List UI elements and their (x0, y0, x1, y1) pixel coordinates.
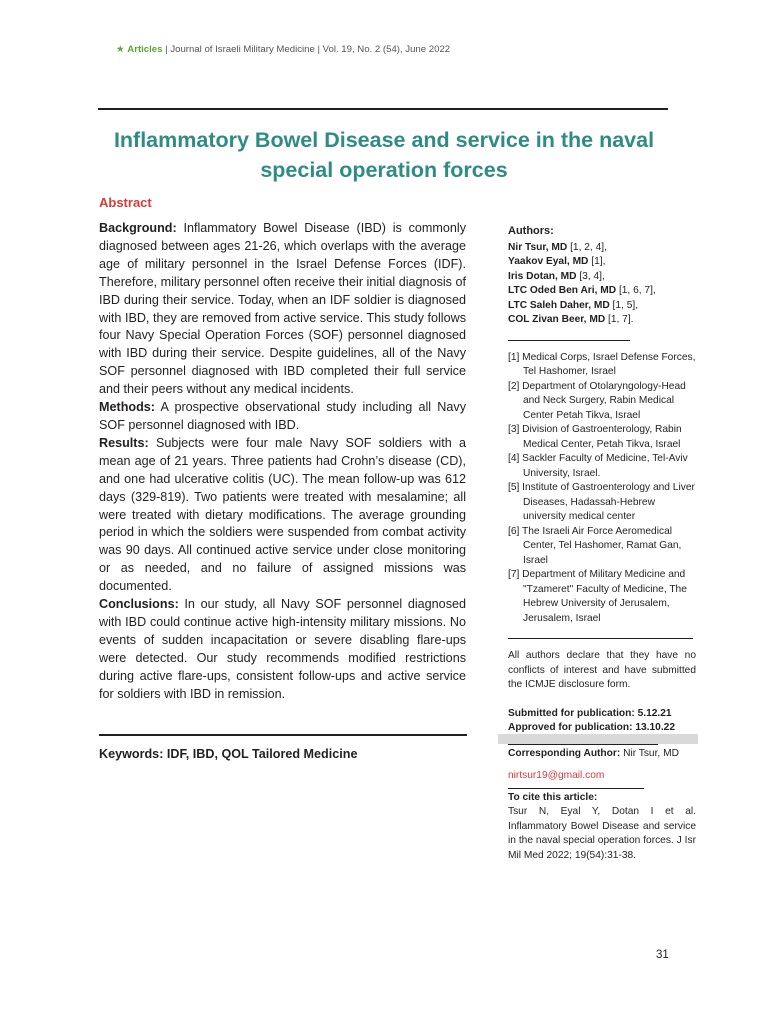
authors-divider (508, 340, 630, 341)
author-refs: [1], (588, 256, 606, 267)
citation-text: Tsur N, Eyal Y, Dotan I et al. Inflammatory Bowel Disease and service in the naval special operation forces. J Isr Mil Med 2022; 19(54):31-38. (508, 806, 696, 861)
running-header (116, 44, 450, 55)
header-separator: | (165, 44, 168, 55)
page-number: 31 (656, 949, 669, 961)
author-name: LTC Oded Ben Ari, MD (508, 285, 617, 296)
affiliation-item: [2] Department of Otolaryngology-Head and Neck Surgery, Rabin Medical Center Petah Tikva, Israel (508, 380, 686, 421)
methods-label: Methods: (99, 400, 155, 415)
corresponding-label: Corresponding Author: (508, 747, 621, 759)
author-refs: [1, 2, 4], (567, 241, 607, 253)
author-item (508, 313, 696, 328)
author-name: Yaakov Eyal, MD (508, 256, 589, 267)
keywords: Keywords: IDF, IBD, QOL Tailored Medicine (99, 747, 358, 761)
background-paragraph (99, 220, 466, 399)
article-title: Inflammatory Bowel Disease and service in the naval special operation forces (113, 128, 655, 182)
results-label: Results: (99, 435, 149, 450)
authors-label: Authors: (508, 225, 554, 237)
results-paragraph (99, 435, 466, 596)
affiliation-item: [1] Medical Corps, Israel Defense Forces, Tel Hashomer, Israel (508, 351, 696, 377)
author-refs: [1, 7]. (605, 314, 634, 325)
submitted-date: Submitted for publication: 5.12.21 (508, 707, 672, 719)
affiliations-divider (508, 638, 693, 639)
affiliation-item: [3] Division of Gastroenterology, Rabin Medical Center, Petah Tikva, Israel (508, 424, 682, 450)
author-name: LTC Saleh Daher, MD (508, 299, 610, 311)
star-icon: ★ (116, 44, 125, 55)
journal-info: Journal of Israeli Military Medicine | Vol. 19, No. 2 (54), June 2022 (170, 44, 451, 55)
author-name: Iris Dotan, MD (508, 270, 577, 282)
affiliation-item: [5] Institute of Gastroenterology and Liver Diseases, Hadassah-Hebrew university medical center (508, 482, 695, 522)
abstract-body (99, 220, 466, 703)
sidebar-info (508, 224, 696, 863)
background-text: Inflammatory Bowel Disease (IBD) is commonly diagnosed between ages 21-26, which overlaps with the average age of military personnel in the Israel Defense Forces (IDF). Therefore, military personnel often receive their initial diagnosis of IBD during their service. Today, when an IDF soldier is diagnosed with IBD, they are removed from active service. This study follows four Navy Special Operation Forces (SOF) personnel diagnosed with IBD during their service. Despite guidelines, all of the Navy SOF personnel diagnosed with IBD completed their full service and their peers without any medical incidents. (99, 221, 466, 397)
affiliation-item: [7] Department of Military Medicine and "Tzameret" Faculty of Medicine, The Hebrew University of Jerusalem, Jerusalem, Israel (508, 569, 687, 624)
corresponding-name: Nir Tsur, MD (620, 747, 679, 759)
author-name: Nir Tsur, MD (508, 241, 568, 253)
author-refs: [1, 6, 7], (616, 285, 656, 296)
author-refs: [1, 5], (609, 299, 639, 311)
author-item (508, 255, 696, 270)
author-item (508, 284, 696, 299)
email-link[interactable]: nirtsur19@gmail.com (508, 770, 605, 781)
author-name: COL Zivan Beer, MD (508, 314, 606, 325)
title-divider (98, 108, 668, 110)
author-item (508, 241, 696, 256)
affiliation-item: [6] The Israeli Air Force Aeromedical Center, Tel Hashomer, Ramat Gan, Israel (508, 525, 682, 566)
corresponding-author (508, 747, 696, 762)
methods-text: A prospective observational study including all Navy SOF personnel diagnosed with IBD. (99, 400, 466, 432)
cite-label: To cite this article: (508, 791, 598, 803)
email-divider (508, 788, 644, 789)
methods-paragraph (99, 399, 466, 435)
author-item (508, 299, 696, 314)
conclusions-label: Conclusions: (99, 597, 179, 612)
conclusions-paragraph (99, 596, 466, 703)
affiliation-item: [4] Sackler Faculty of Medicine, Tel-Aviv University, Israel. (508, 453, 688, 479)
abstract-heading: Abstract (99, 195, 152, 210)
section-label: Articles (127, 44, 163, 55)
author-refs: [3, 4], (576, 270, 605, 282)
sidebar-band (498, 734, 698, 744)
author-item (508, 270, 696, 285)
abstract-divider (99, 734, 467, 736)
background-label: Background: (99, 221, 177, 235)
results-text: Subjects were four male Navy SOF soldiers with a mean age of 21 years. Three patients had Crohn’s disease (CD), and one had ulcerative colitis (UC). The mean follow-up was 612 days (329-819). Two patients were treated with mesalamine; all were treated with dietary modifications. The average grounding period in which the soldiers were suspended from combat activity was 90 days. All continued active service under close monitoring or as needed, and no failure of assigned missions was documented. (99, 435, 467, 594)
approved-date: Approved for publication: 13.10.22 (508, 722, 675, 733)
conflict-declaration: All authors declare that they have no conflicts of interest and have submitted the ICMJE disclosure form. (508, 650, 696, 690)
conclusions-text: In our study, all Navy SOF personnel diagnosed with IBD could continue active high-intensity military missions. No events of sudden incapacitation or severe disabling flare-ups were detected. Our study recommends modified restrictions during active flare-ups, consistent follow-ups and active service for soldiers with IBD in remission. (99, 597, 466, 701)
